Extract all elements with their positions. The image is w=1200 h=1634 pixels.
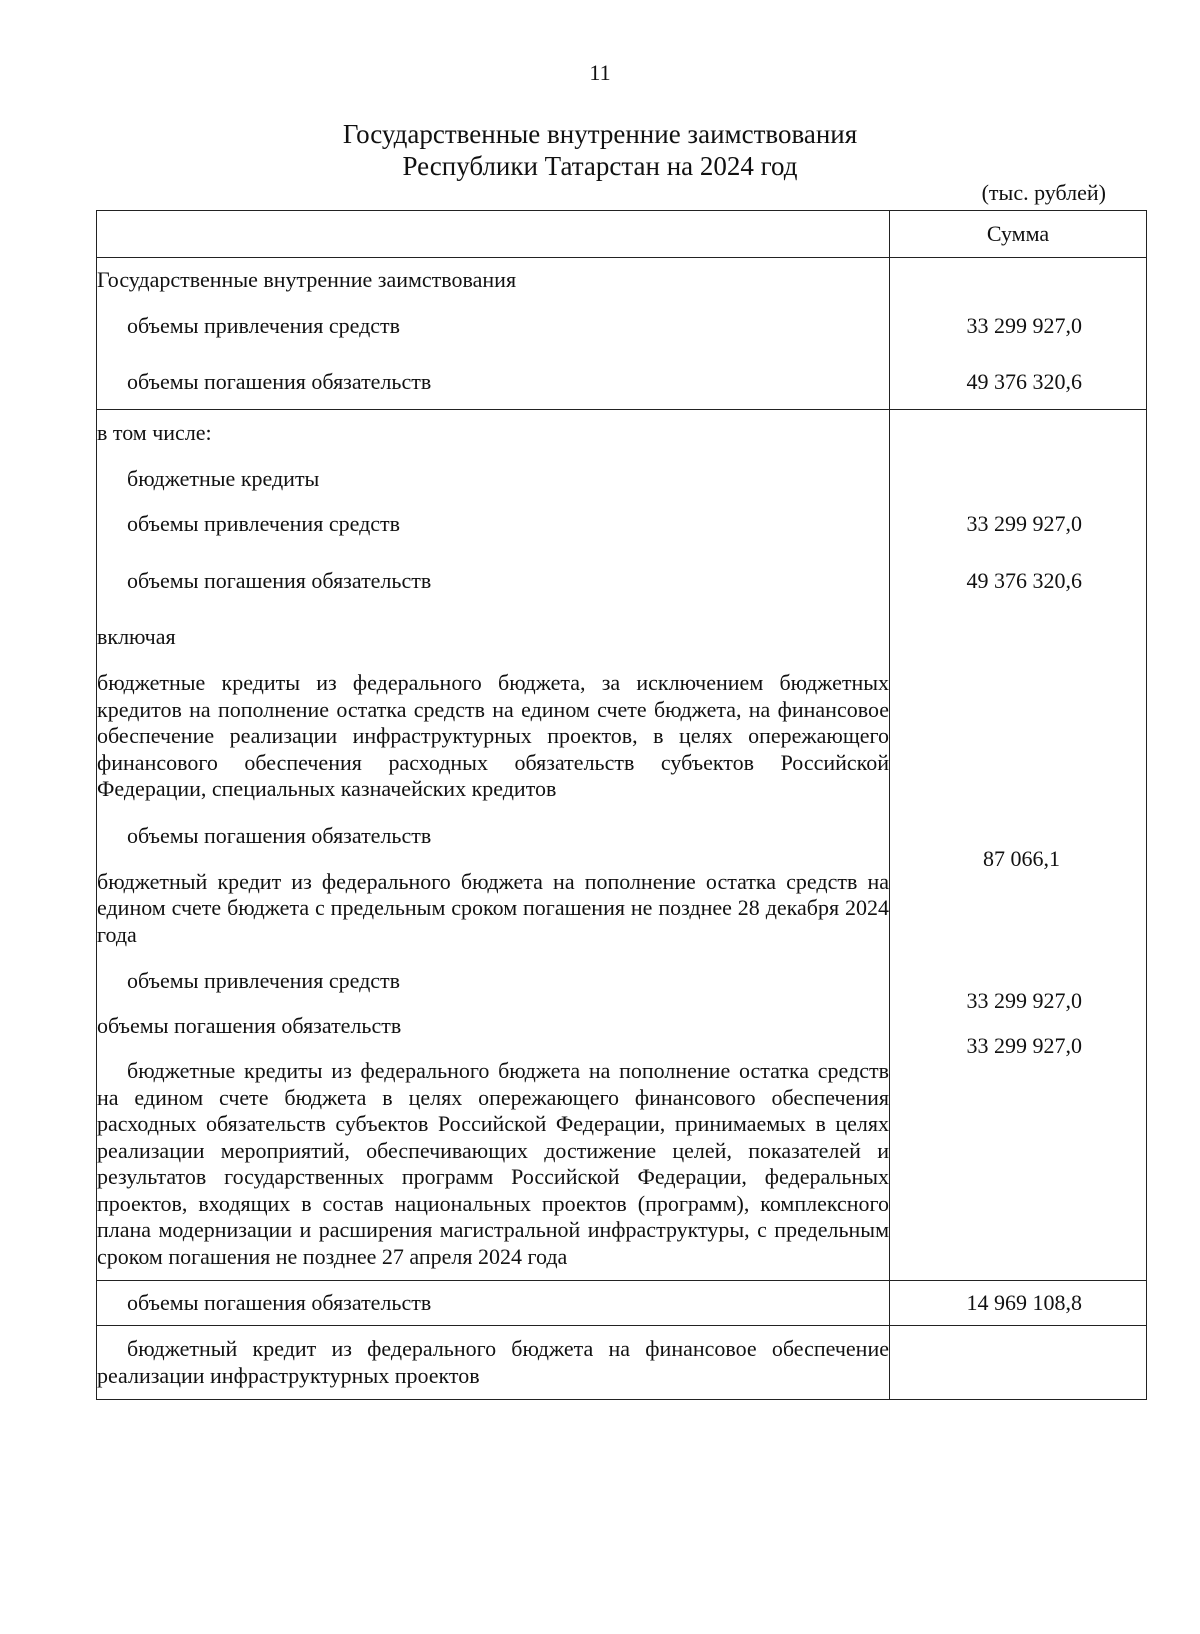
advance-repay-label: объемы погашения обязательств [127,1290,432,1315]
budget-attract-value: 33 299 927,0 [966,511,1082,536]
balance-repay-value: 33 299 927,0 [966,1033,1082,1058]
total-repay-value: 49 376 320,6 [966,369,1082,394]
federal-repay-label: объемы погашения обязательств [127,822,432,848]
header-sum-cell [890,211,1147,258]
title-line-1: Государственные внутренние заимствования [342,119,858,149]
advance-repay-value: 14 969 108,8 [966,1290,1082,1315]
units-note: (тыс. рублей) [981,180,1106,205]
table-header-row [97,211,1147,258]
infra-credit-text: бюджетный кредит из федерального бюджета на финансовое обеспечение реализации инфраструктурных проектов [97,1336,889,1388]
title-line-2: Республики Татарстан на 2024 год [402,151,798,181]
table-row-advance-repay [97,1281,1147,1326]
balance-attract-label: объемы привлечения средств [127,968,401,993]
advance-repay-sum-cell [890,1281,1147,1326]
total-repay-label: объемы погашения обязательств [127,369,432,394]
breakdown-sum-cell [890,410,1147,1281]
budget-credits-label: бюджетные кредиты [127,466,320,491]
header-sum-label: Сумма [986,221,1050,246]
infra-description-cell [97,1326,890,1400]
budget-repay-value: 49 376 320,6 [966,568,1082,593]
total-description-cell [97,258,890,410]
budget-repay-label: объемы погашения обязательств [127,568,432,593]
including-label: в том числе: [97,420,212,445]
table-row-infra [97,1326,1147,1400]
page-number: 11 [589,60,611,85]
balance-repay-label: объемы погашения обязательств [97,1013,402,1038]
total-attract-value: 33 299 927,0 [966,313,1082,338]
total-sum-cell [890,258,1147,410]
advance-credit-text: бюджетные кредиты из федерального бюджета на пополнение остатка средств на едином счете бюджета в целях опережающего финансового обеспечения расходных обязательств субъектов Российской Федерации, принимаемых в целях реализации мероприятий, обеспечивающих достижение целей, показателей и результатов государственных программ Российской Федерации, федеральных проектов, входящих в состав национальных проектов (программ), комплексного плана модернизации и расширения магистральной инфраструктуры, с предельным сроком погашения не позднее 27 апреля 2024 года [97,1058,889,1269]
breakdown-description-cell [97,410,890,1281]
federal-credits-text: бюджетные кредиты из федерального бюджета, за исключением бюджетных кредитов на пополнение остатка средств на едином счете бюджета, на финансовое обеспечение реализации инфраструктурных проектов, в целях опережающего финансового обеспечения расходных обязательств субъектов Российской Федерации, специальных казначейских кредитов [97,670,889,801]
table-row-total [97,258,1147,410]
balance-credit-text: бюджетный кредит из федерального бюджета на пополнение остатка средств на едином счете бюджета с предельным сроком погашения не позднее 28 декабря 2024 года [97,868,889,947]
infra-sum-cell [890,1326,1147,1400]
total-heading: Государственные внутренние заимствования [97,267,517,292]
advance-repay-description-cell [97,1281,890,1326]
header-description-cell [97,211,890,258]
balance-attract-value: 33 299 927,0 [966,988,1082,1013]
borrowings-table [96,210,1147,1400]
table-row-breakdown [97,410,1147,1281]
inclusive-label: включая [97,624,176,649]
federal-repay-value: 87 066,1 [983,846,1060,871]
budget-attract-label: объемы привлечения средств [127,511,401,536]
document-title [0,118,1200,182]
total-attract-label: объемы привлечения средств [127,313,401,338]
